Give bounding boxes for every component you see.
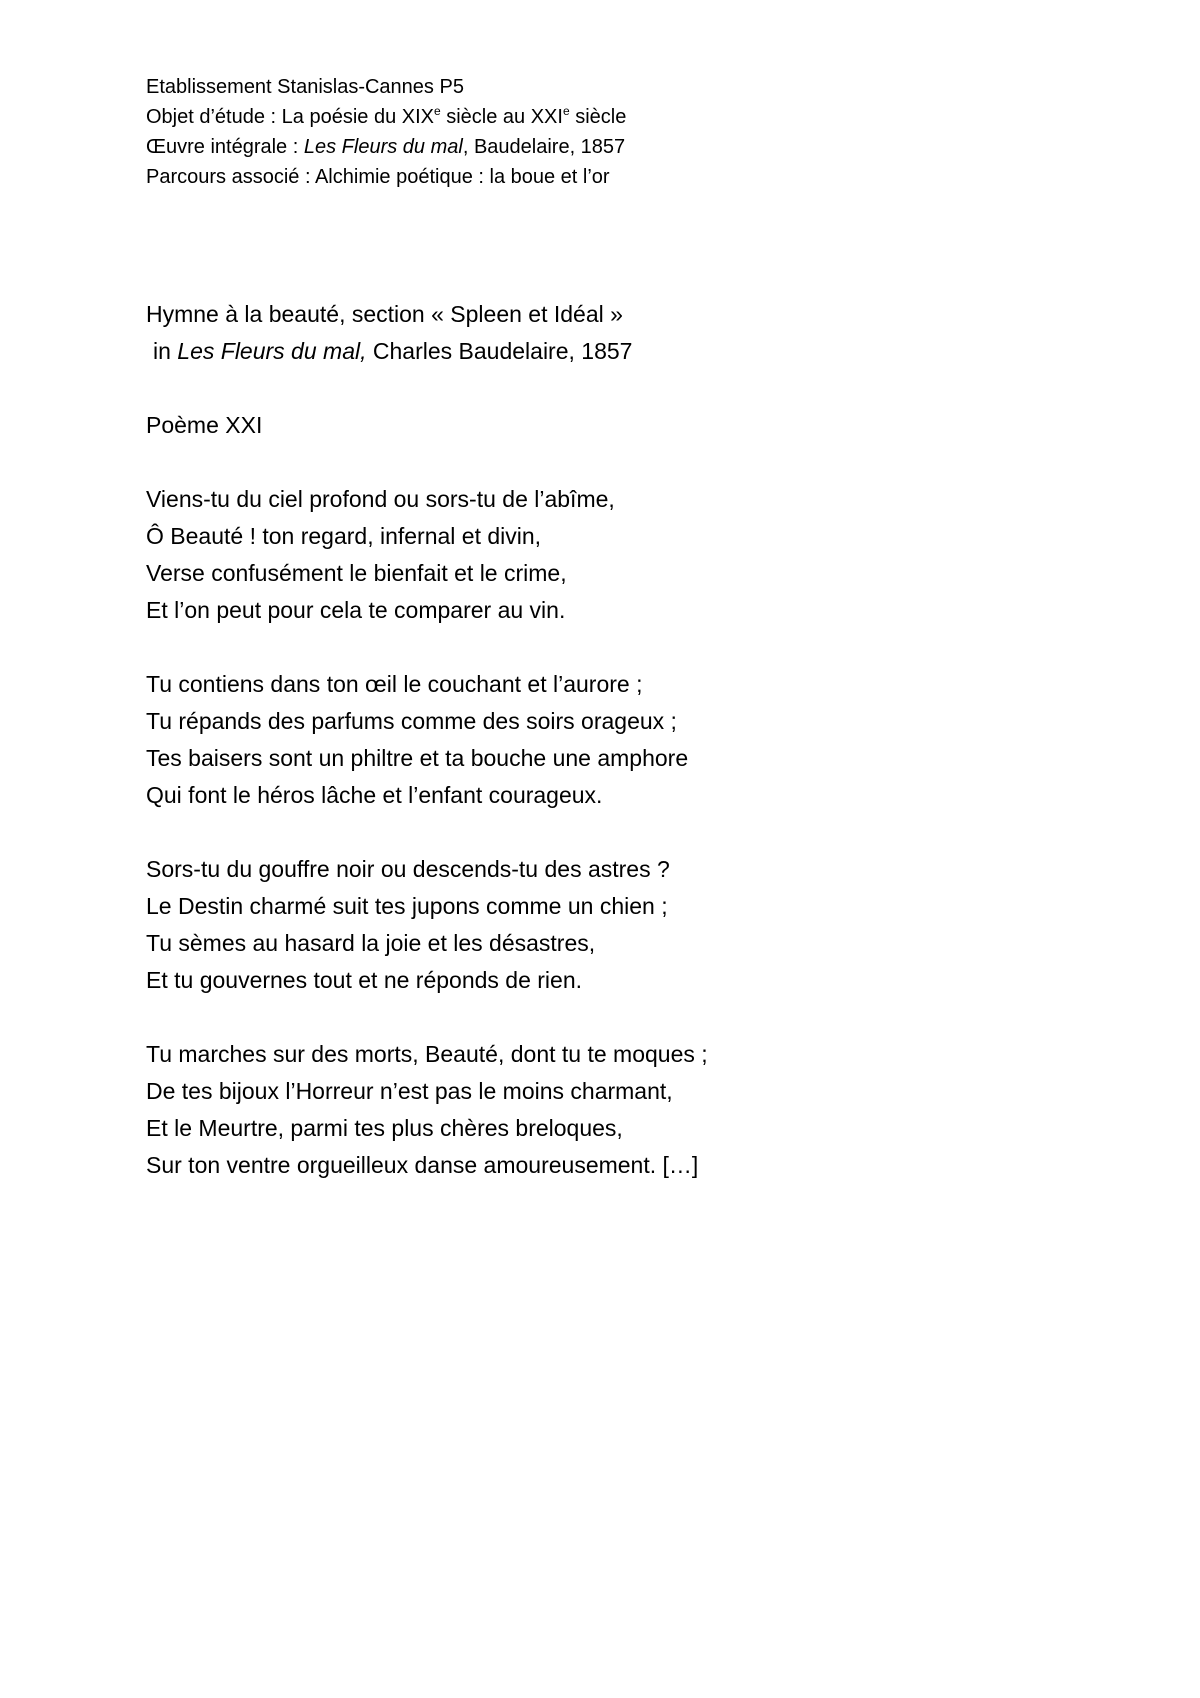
- stanza-1: [146, 481, 1106, 629]
- parcours-line: Parcours associé : Alchimie poétique : la boue et l’or: [146, 166, 610, 188]
- century-superscript-1: e: [433, 104, 441, 118]
- objet-middle: siècle au XXI: [440, 106, 563, 128]
- century-superscript-2: e: [562, 104, 570, 118]
- document-header: [146, 72, 1046, 192]
- verse-line: Tu répands des parfums comme des soirs orageux ;: [146, 708, 677, 734]
- school-line: Etablissement Stanislas-Cannes P5: [146, 76, 464, 98]
- poem-title: Hymne à la beauté, section « Spleen et Idéal »: [146, 301, 623, 327]
- oeuvre-line: [146, 132, 1046, 162]
- verse-line: Sors-tu du gouffre noir ou descends-tu des astres ?: [146, 856, 670, 882]
- objet-prefix: Objet d’étude : La poésie du XIX: [146, 106, 434, 128]
- verse-line: Tu sèmes au hasard la joie et les désastres,: [146, 930, 596, 956]
- oeuvre-suffix: , Baudelaire, 1857: [462, 136, 626, 158]
- spacer: [146, 814, 1106, 851]
- verse-line: Viens-tu du ciel profond ou sors-tu de l’abîme,: [146, 486, 615, 512]
- verse-line: Et le Meurtre, parmi tes plus chères breloques,: [146, 1115, 623, 1141]
- poem-block: [146, 296, 1106, 1184]
- source-suffix: Charles Baudelaire, 1857: [366, 338, 633, 364]
- stanza-3: [146, 851, 1106, 999]
- verse-line: Et tu gouvernes tout et ne réponds de rien.: [146, 967, 583, 993]
- objet-etude-line: [146, 102, 1046, 132]
- oeuvre-title: Les Fleurs du mal: [303, 136, 463, 158]
- spacer: [146, 444, 1106, 481]
- verse-line: Tes baisers sont un philtre et ta bouche une amphore: [146, 745, 689, 771]
- stanza-4: [146, 1036, 1106, 1184]
- objet-suffix: siècle: [569, 106, 627, 128]
- verse-line: Verse confusément le bienfait et le crime,: [146, 560, 567, 586]
- verse-line: Le Destin charmé suit tes jupons comme un chien ;: [146, 893, 668, 919]
- verse-line: De tes bijoux l’Horreur n’est pas le moins charmant,: [146, 1078, 673, 1104]
- oeuvre-prefix: Œuvre intégrale :: [146, 136, 304, 158]
- source-prefix: in: [153, 338, 178, 364]
- verse-line: Tu marches sur des morts, Beauté, dont tu te moques ;: [146, 1041, 708, 1067]
- poem-source: [146, 333, 1106, 370]
- spacer: [146, 999, 1106, 1036]
- verse-line: Ô Beauté ! ton regard, infernal et divin,: [146, 523, 542, 549]
- verse-line: Et l’on peut pour cela te comparer au vin.: [146, 597, 566, 623]
- spacer: [146, 629, 1106, 666]
- spacer: [146, 370, 1106, 407]
- poem-number: Poème XXI: [146, 412, 263, 438]
- source-book: Les Fleurs du mal,: [177, 338, 367, 364]
- verse-line: Tu contiens dans ton œil le couchant et l’aurore ;: [146, 671, 643, 697]
- stanza-2: [146, 666, 1106, 814]
- verse-line: Sur ton ventre orgueilleux danse amoureusement. […]: [146, 1152, 699, 1178]
- verse-line: Qui font le héros lâche et l’enfant courageux.: [146, 782, 603, 808]
